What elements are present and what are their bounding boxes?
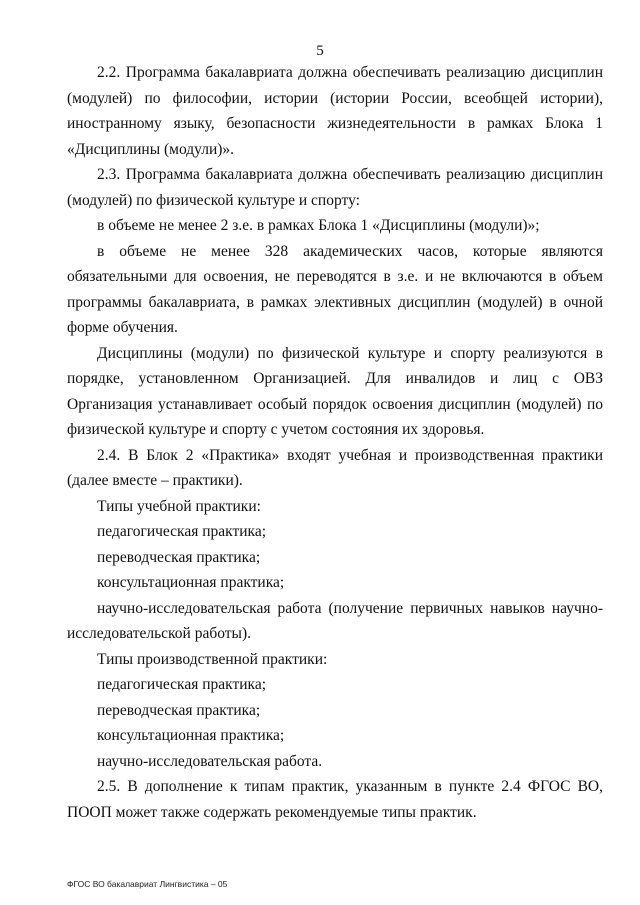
- heading-educational-practice-types: Типы учебной практики:: [97, 497, 261, 515]
- paragraph-2-3: 2.3. Программа бакалавриата должна обеспечивать реализацию дисциплин (модулей) по физической культуре и спорту:: [67, 166, 603, 209]
- list-item: педагогическая практика;: [97, 676, 267, 693]
- paragraph-volume-hours: в объеме не менее 328 академических часов, которые являются обязательными для освоения, не переводятся в з.е. и не включаются в объем программы бакалавриата, в рамках элективных дисциплин (модулей) в очной форме обучения.: [67, 242, 603, 336]
- list-item: консультационная практика;: [97, 574, 285, 591]
- document-body: [67, 60, 603, 825]
- page-footer: ФГОС ВО бакалавриат Лингвистика – 05: [67, 879, 228, 889]
- page-number: 5: [316, 43, 324, 59]
- paragraph-disabled-students: Дисциплины (модули) по физической культуре и спорту реализуются в порядке, установленном Организацией. Для инвалидов и лиц с ОВЗ Организация устанавливает особый порядок освоения дисциплин (модулей) по физической культуре и спорту с учетом состояния их здоровья.: [67, 344, 603, 438]
- paragraph-volume-ze: в объеме не менее 2 з.е. в рамках Блока 1 «Дисциплины (модули)»;: [97, 217, 540, 234]
- paragraph-2-4: 2.4. В Блок 2 «Практика» входят учебная и производственная практики (далее вместе – практики).: [67, 446, 603, 489]
- list-item: научно-исследовательская работа (получение первичных навыков научно-исследовательской работы).: [67, 599, 603, 642]
- list-item: переводческая практика;: [97, 548, 261, 566]
- heading-production-practice-types: Типы производственной практики:: [97, 650, 328, 668]
- list-item: педагогическая практика;: [97, 523, 267, 540]
- paragraph-2-5: 2.5. В дополнение к типам практик, указанным в пункте 2.4 ФГОС ВО, ПООП может также содержать рекомендуемые типы практик.: [67, 778, 603, 821]
- list-item: научно-исследовательская работа.: [97, 752, 323, 770]
- list-item: переводческая практика;: [97, 701, 261, 719]
- paragraph-2-2: 2.2. Программа бакалавриата должна обеспечивать реализацию дисциплин (модулей) по философии, истории (истории России, всеобщей истории), иностранному языку, безопасности жизнедеятельности в рамках Блока 1 «Дисциплины (модули)».: [67, 64, 603, 158]
- list-item: консультационная практика;: [97, 727, 285, 744]
